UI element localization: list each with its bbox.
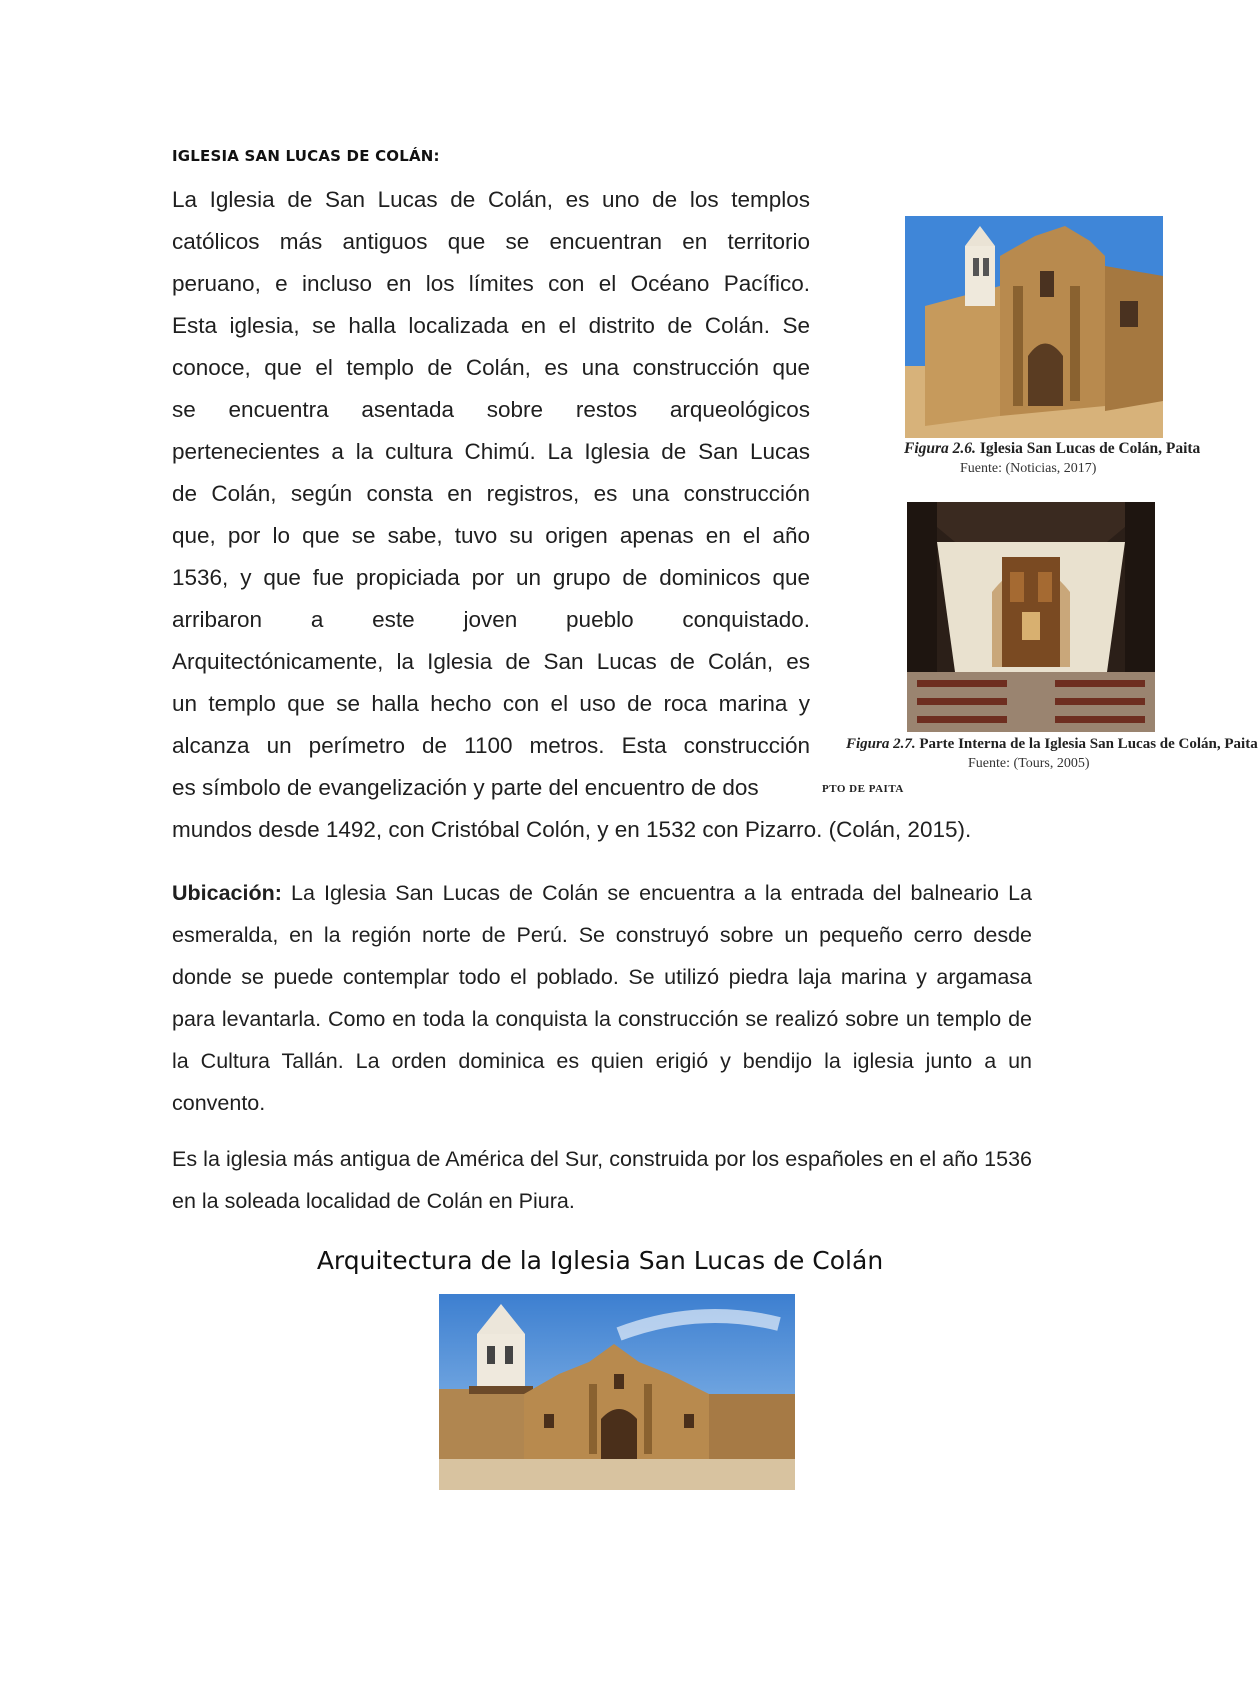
intro-line: peruano, e incluso en los límites con el Océano Pacífico. <box>172 271 810 296</box>
figure2-source: Fuente: (Tours, 2005) <box>968 756 1090 771</box>
figure-church-interior-image <box>907 502 1155 732</box>
oldest-paragraph: Es la iglesia más antigua de América del Sur, construida por los españoles en el año 1536 en la soleada localidad de Colán en Piura. <box>172 1147 1032 1213</box>
figure1-source: Fuente: (Noticias, 2017) <box>960 461 1097 476</box>
ubicacion-text: La Iglesia San Lucas de Colán se encuentra a la entrada del balneario La esmeralda, en la región norte de Perú. Se construyó sobre un pequeño cerro desde donde se puede contemplar todo el poblado. Se utilizó piedra laja marina y argamasa para levantarla. Como en toda la conquista la construcción se realizó sobre un templo de la Cultura Tallán. La orden dominica es quien erigió y bendijo la iglesia junto a un convento. <box>172 881 1032 1115</box>
intro-line: alcanza un perímetro de 1100 metros. Esta construcción <box>172 733 810 758</box>
architecture-title: Arquitectura de la Iglesia San Lucas de Colán <box>316 1246 884 1275</box>
intro-line: pertenecientes a la cultura Chimú. La Iglesia de San Lucas <box>172 439 810 464</box>
intro-line: es símbolo de evangelización y parte del encuentro de dos <box>172 775 759 800</box>
intro-line: Esta iglesia, se halla localizada en el distrito de Colán. Se <box>172 313 810 338</box>
intro-line: conoce, que el templo de Colán, es una construcción que <box>172 355 810 380</box>
intro-line: católicos más antiguos que se encuentran en territorio <box>172 229 810 254</box>
section-heading: IGLESIA SAN LUCAS DE COLÁN: <box>172 147 440 165</box>
intro-line: que, por lo que se sabe, tuvo su origen apenas en el año <box>172 523 810 548</box>
stray-caption-fragment: PTO DE PAITA <box>822 783 904 795</box>
intro-line: La Iglesia de San Lucas de Colán, es uno de los templos <box>172 187 810 212</box>
intro-line: 1536, y que fue propiciada por un grupo de dominicos que <box>172 565 810 590</box>
intro-line: de Colán, según consta en registros, es una construcción <box>172 481 810 506</box>
figure-church-exterior-image <box>905 216 1163 438</box>
intro-line: se encuentra asentada sobre restos arqueológicos <box>172 397 810 422</box>
intro-line: arribaron a este joven pueblo conquistado. <box>172 607 810 632</box>
figure2-caption: Figura 2.7. Parte Interna de la Iglesia San Lucas de Colán, Paita <box>846 736 1258 752</box>
figure2-label: Figura 2.7. <box>846 736 916 752</box>
figure1-caption: Figura 2.6. Iglesia San Lucas de Colán, Paita <box>904 440 1201 457</box>
intro-line: Arquitectónicamente, la Iglesia de San Lucas de Colán, es <box>172 649 810 674</box>
ubicacion-label: Ubicación: <box>172 881 282 905</box>
ubicacion-paragraph <box>172 872 1032 1124</box>
architecture-church-image <box>439 1294 795 1490</box>
figure1-label: Figura 2.6. <box>904 440 976 457</box>
intro-line: mundos desde 1492, con Cristóbal Colón, y en 1532 con Pizarro. (Colán, 2015). <box>172 817 972 842</box>
intro-line: un templo que se halla hecho con el uso de roca marina y <box>172 691 810 716</box>
